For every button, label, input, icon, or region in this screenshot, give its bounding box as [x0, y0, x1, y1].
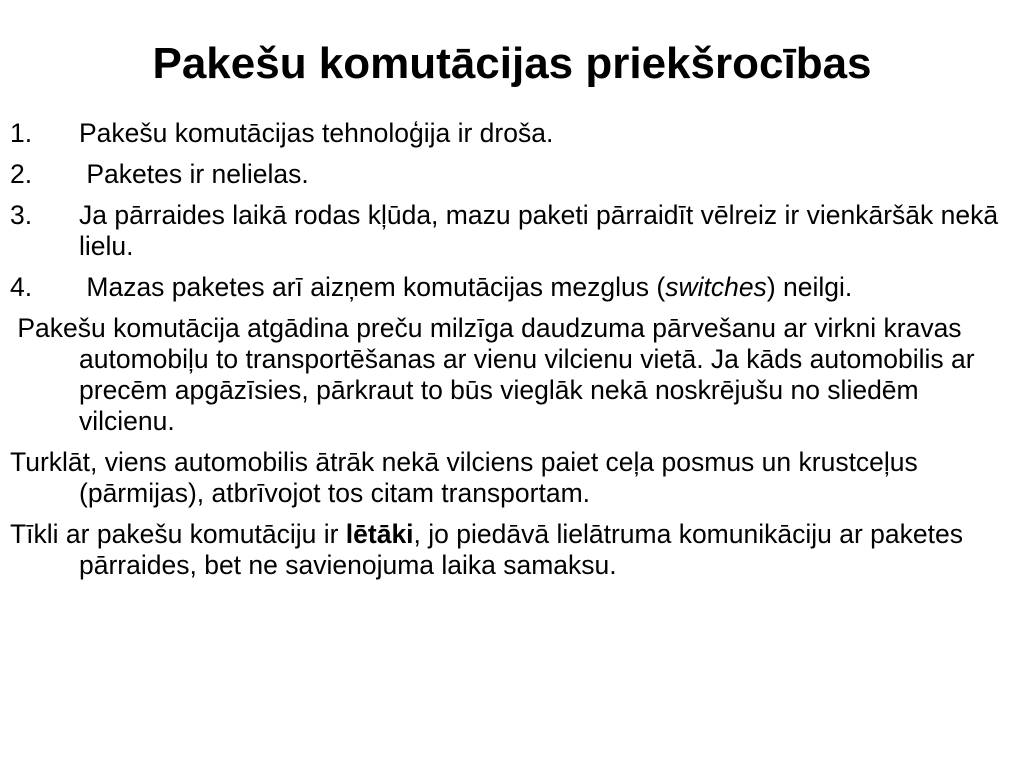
- list-item-text-end: ) neilgi.: [766, 272, 853, 302]
- list-number: 3.: [10, 200, 33, 230]
- paragraph-text: Turklāt, viens automobilis ātrāk nekā vilciens paiet ceļa posmus un krustceļus (pārmijas), atbrīvojot tos citam transportam.: [10, 447, 918, 508]
- list-item-text: Pakešu komutācijas tehnoloģija ir droša.: [79, 118, 554, 148]
- list-number: 4.: [10, 272, 33, 302]
- list-item: [10, 159, 1014, 190]
- list-number: 2.: [10, 159, 33, 189]
- list-item: [10, 200, 1014, 262]
- paragraph-cost: [10, 519, 1014, 581]
- slide-content: [10, 118, 1014, 591]
- list-item: [10, 118, 1014, 149]
- list-item-text: Ja pārraides laikā rodas kļūda, mazu paketi pārraidīt vēlreiz ir vienkāršāk nekā lielu.: [79, 200, 999, 261]
- list-item: [10, 272, 1014, 303]
- list-item-text: [79, 272, 852, 302]
- list-item-emphasis: switches: [665, 272, 767, 302]
- paragraph-text-start: Tīkli ar pakešu komutāciju ir: [10, 519, 346, 549]
- paragraph-speed: [10, 447, 1014, 509]
- slide-title: Pakešu komutācijas priekšrocības: [152, 39, 872, 88]
- list-number: 1.: [10, 118, 33, 148]
- list-item-text: Paketes ir nelielas.: [79, 159, 309, 189]
- paragraph-analogy: [10, 313, 1014, 437]
- paragraph-text-end: , jo piedāvā lielātruma komunikāciju ar paketes pārraides, bet ne savienojuma laika samaksu.: [79, 519, 963, 580]
- paragraph-bold-word: lētāki: [345, 519, 414, 549]
- list-item-text-start: Mazas paketes arī aizņem komutācijas mezglus (: [79, 272, 666, 302]
- paragraph-text: Pakešu komutācija atgādina preču milzīga daudzuma pārvešanu ar virkni kravas automobiļu to transportēšanas ar vienu vilcienu vietā. Ja kāds automobilis ar precēm apgāzīsies, pārkraut to būs vieglāk nekā noskrējušu no sliedēm vilcienu.: [10, 313, 982, 436]
